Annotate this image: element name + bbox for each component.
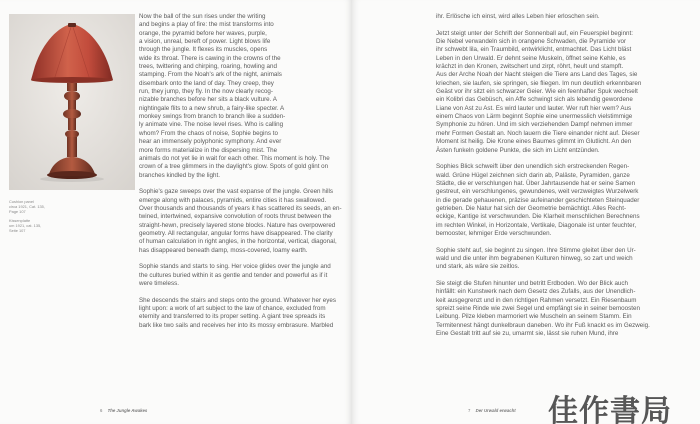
text-line: Geäst vor ihr sitzt ein schwarzer Geier. Wie ein feenhafter Spuk wechselt bbox=[436, 88, 638, 96]
text-line: geometry. All rectangular, angular forms have disappeared. The clarity bbox=[139, 229, 333, 237]
caption-line: Cushion panel bbox=[9, 199, 34, 204]
text-line: ihr. Erlösche ich einst, wird alles Leben hier erloschen sein. bbox=[436, 13, 600, 20]
text-line: Sie steigt die Stufen hinunter und betritt Erdboden. Wo der Blick auch bbox=[436, 280, 629, 287]
text-line: trees, twittering and chirping, roaring, howling and bbox=[139, 63, 277, 71]
left-text-column bbox=[139, 13, 344, 330]
left-page-footer bbox=[100, 408, 147, 413]
text-line: spreizt seine Rinde wie zwei Segel und empfängt sie in seiner bemoosten bbox=[436, 305, 640, 313]
text-line: stamping. From the Noah's ark of the night, animals bbox=[139, 71, 282, 79]
text-line: Termitennest hängt dunkelbraun daneben. Wo ihr Fuß knackt es im Gezweig. bbox=[436, 321, 650, 329]
text-line: getrieben. Die Natur hat sich der Geometrie bemächtigt. Alles Recht- bbox=[436, 204, 627, 212]
text-line: wald und die unter ihm begrabenen Kulturen hinweg, so zart und weich bbox=[436, 254, 633, 262]
text-line: a vision, unreal, bereft of power. Light blows life bbox=[139, 38, 271, 46]
right-page-footer bbox=[468, 408, 516, 413]
text-line: keit ausgegrenzt und in den richtigen Rahmen versetzt. Ein Riesenbaum bbox=[436, 296, 637, 304]
text-line: of human calculation in right angles, in the horizontal, vertical, diagonal, bbox=[139, 238, 337, 246]
text-line: ihr schwebt lila, ein Traumbild, entwirklicht, entmachtet. Das Licht bläst bbox=[436, 46, 632, 54]
caption-line: circa 1921, Cat. 135, bbox=[9, 204, 45, 209]
publisher-watermark: 佳作書局 bbox=[548, 394, 672, 424]
text-line: Symphonie zu hören. Und im sich verziehenden Dampf nehmen immer bbox=[436, 121, 633, 129]
text-line: Over thousands and thousands of years it has scattered its seeds, an en- bbox=[139, 204, 342, 212]
text-line: disembark onto the land of day. They creep, they bbox=[139, 79, 274, 87]
text-line: more forms materialize in the dispersing mist. The bbox=[139, 146, 278, 154]
text-line: Sophies Blick schweift über den unendlich sich erstreckenden Regen- bbox=[436, 163, 630, 171]
text-line: and begins a play of fire: the mist transforms into bbox=[139, 21, 274, 29]
text-line: wald. Grüne Hügel zeichnen sich darin ab, Paläste, Pyramiden, ganze bbox=[436, 171, 630, 179]
text-line: Leibung. Pilze kleben marmoriert wie Muscheln an seinem Stamm. Ein bbox=[436, 313, 632, 321]
text-line: She descends the stairs and steps onto the ground. Whatever her eyes bbox=[139, 296, 336, 304]
text-line: eternity and transferred to its proper setting. A giant tree spreads its bbox=[139, 313, 326, 321]
text-line: through the jungle. It flexes its muscles, opens bbox=[139, 46, 268, 54]
text-line: im rechten Winkel, in Horizontale, Vertikale, Diagonale ist unter feuchter, bbox=[436, 221, 637, 229]
text-line: kriechen, sie laufen, sie springen, sie fliegen. Im nun deutlich erkennbaren bbox=[436, 79, 642, 87]
text-line: the cultures buried within it as gentle and tender and powerful as if it bbox=[139, 271, 328, 279]
text-line: orange, the pyramid before her waves, purple, bbox=[139, 29, 267, 37]
text-line: mehr Formen Gestalt an. Noch lauern die Tiere einander nicht auf. Dieser bbox=[436, 129, 640, 137]
text-line: straight-hewn, precisely layered stone blocks. Nature has overpowered bbox=[139, 221, 336, 229]
text-line: bark like two sails and receives her into its mossy embrasure. Marbled bbox=[139, 321, 334, 329]
text-line: run, they jump, they fly. In the now clearly recog- bbox=[139, 88, 273, 96]
text-line: und stark, als wäre sie zeitlos. bbox=[436, 263, 520, 271]
left-running-title: The Jungle Awakes bbox=[107, 408, 148, 413]
right-running-title: Der Urwald erwacht bbox=[475, 408, 516, 413]
text-line: Eine Gestalt tritt auf sie zu, umarmt sie, lässt sie ruhen Mund, ihre bbox=[436, 330, 619, 338]
text-line: hear an immensely polyphonic symphony. And ever bbox=[139, 138, 282, 146]
text-line: hinfällt: ein Kunstwerk nach dem Gesetz des Zufalls, aus der Unendlich- bbox=[436, 288, 636, 296]
left-page-number: 6 bbox=[100, 408, 103, 413]
text-line: Städte, die er verschlungen hat. Über Jahrtausende hat er seine Samen bbox=[436, 179, 636, 187]
text-line: whom? From the chaos of noise, Sophie begins to bbox=[139, 129, 278, 137]
text-line: branches kindled by the light. bbox=[139, 171, 220, 179]
text-line: has disappeared beneath damp, moss-covered, loamy earth. bbox=[139, 246, 308, 254]
text-line: emerge along with palaces, pyramids, entire cities it has swallowed. bbox=[139, 196, 327, 204]
text-line: nightingale flits to a new shrub, a fairy-like specter. A bbox=[139, 104, 285, 112]
text-line: krächzt in den Kronen, zwitschert und zirpt, röhrt, heult und stampft. bbox=[436, 63, 624, 71]
caption-line: Page 107 bbox=[9, 209, 26, 214]
table-lamp-image bbox=[9, 14, 135, 190]
caption-line-de: um 1921, cat. 135, bbox=[9, 223, 42, 228]
text-line: Die Nebel verwandeln sich in orangene Schwaden, die Pyramide vor bbox=[436, 38, 627, 46]
text-line: twined, intertwined, expansive convolution of roots thrust between the bbox=[139, 213, 332, 221]
text-line: ly animate vine. The noise level rises. Who is calling bbox=[139, 121, 284, 129]
text-line: Leben in den Urwald. Er dehnt seine Muskeln, öffnet seine Kehle, es bbox=[436, 54, 626, 62]
text-line: Now the ball of the sun rises under the writing bbox=[139, 13, 266, 20]
caption-line-de: Seite 107 bbox=[9, 228, 26, 233]
text-line: wide its throat. There is cawing in the crowns of the bbox=[139, 54, 281, 62]
right-page-number: 7 bbox=[468, 408, 471, 413]
text-line: Moment ist heilig. Die Krone eines Baumes glimmt im Glutlicht. An den bbox=[436, 138, 632, 146]
text-line: crown of a tree glimmers in the daylight's glow. Spots of gold glint on bbox=[139, 163, 329, 171]
text-line: Liane von Ast zu Ast. Es wird lauter und lauter. Wer ruft hier wem? Aus bbox=[436, 104, 632, 112]
text-line: Jetzt steigt unter der Schrift der Sonnenball auf, ein Feuerspiel beginnt: bbox=[436, 29, 633, 37]
text-line: Sophie steht auf, sie beginnt zu singen. Ihre Stimme gleitet über den Ur- bbox=[436, 246, 636, 254]
text-line: einem Chaos von Lärm beginnt Sophie eine unermesslich vielstimmige bbox=[436, 113, 633, 121]
text-line: animals do not yet lie in wait for each other. This moment is holy. The bbox=[139, 154, 330, 162]
text-line: Ästen funkeln goldene Punkte, die sich im Licht entzünden. bbox=[436, 146, 600, 154]
lamp-photo bbox=[9, 14, 135, 190]
text-line: Sophie stands and starts to sing. Her voice glides over the jungle and bbox=[139, 263, 331, 271]
text-line: nizable branches before her sits a black vulture. A bbox=[139, 96, 277, 104]
text-line: in die gerade gehauenen, präzise aufeinander geschichteten Steinquader bbox=[436, 196, 640, 204]
text-line: light upon: a work of art subject to the law of chance, excluded from bbox=[139, 305, 326, 313]
text-line: gestreut, ein verschlungenes, gewundenes, weit verzweigtes Wurzelwerk bbox=[436, 188, 639, 196]
text-line: ein Kolibri das Gebüsch, ein Affe schwingt sich als lebendig gewordene bbox=[436, 96, 633, 104]
caption-line-de: Kissenplatte bbox=[9, 218, 31, 223]
text-line: monkey swings from branch to branch like a sudden- bbox=[139, 113, 286, 121]
text-line: Aus der Arche Noah der Nacht steigen die Tiere ans Land des Tages, sie bbox=[436, 71, 638, 79]
text-line: Sophie's gaze sweeps over the vast expanse of the jungle. Green hills bbox=[139, 188, 334, 196]
text-line: were timeless. bbox=[139, 280, 179, 287]
right-text-column bbox=[436, 13, 678, 338]
text-line: eckige, Kantige ist verschwunden. Die Klarheit menschlichen Berechnens bbox=[436, 213, 640, 221]
figure-caption bbox=[9, 199, 69, 233]
text-line: bemooster, lehmiger Erde verschwunden. bbox=[436, 229, 552, 237]
